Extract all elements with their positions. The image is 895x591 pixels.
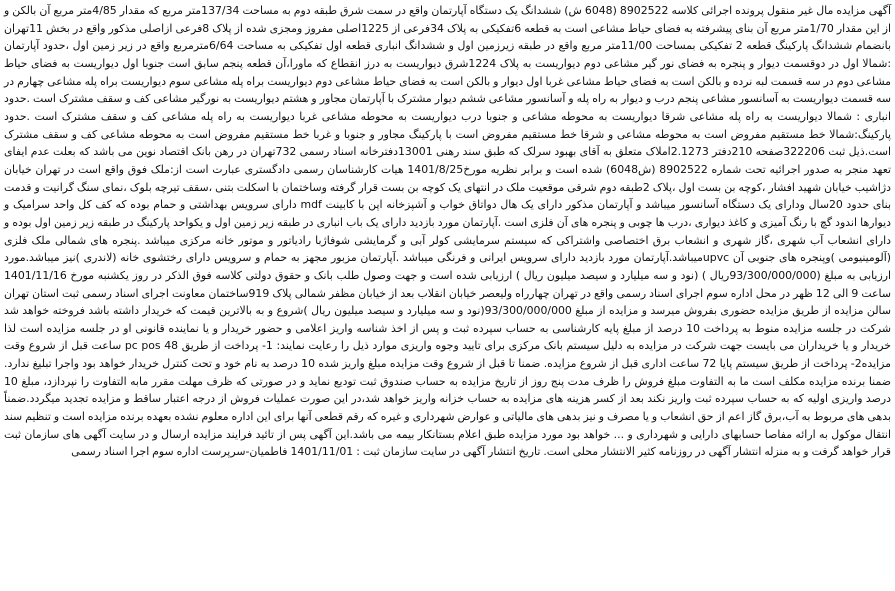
notice-body: آگهی مزایده مال غیر منقول پرونده اجرائی کلاسه 8902522 (6048 ش) ششدانگ یک دستگاه آپارتمان واقع در سمت شرق طبقه دوم به مساحت 137/34متر مربع که مقدار 4/85متر مربع آن بالکن و از این مقدار 1/70متر مربع آن بنای پیشرفته به فضای حیاط مشاعی است به قطعه 6تفکیکی به پلاک 34فرعی از 1225اصلی مفروز ومجزی شده از پلاک 8فرعی ازاصلی مذکور واقع در بخش 11تهران بانضمام ششدانگ پارکینگ قطعه 2 تفکیکی بمساحت 11/00متر مربع واقع در طبقه زیرزمین اول و ششدانگ انباری قطعه اول تفکیکی به مساحت 6/64مترمربع واقع در زیر زمین اول ،حدود آپارتمان :شمالا اول در دوقسمت دیوار و پنجره به فضای نور گیر مشاعی دوم دیواریست به پلاک 1224شرق دیواریست به درز انقطاع که ماورا،آن قطعه پنجم سابق است جنوبا اول دیواریست به فضای حیاط مشاعی دوم در سه قسمت لبه نرده و بالکن است به فضای حیاط مشاعی غربا اول دیوار و بالکن است به فضای حیاط مشاعی دوم دیواریست براه پله مشاعی سوم دیواریست براه پله مشاعی چهارم در سه قسمت دیواریست به آسانسور مشاعی پنجم درب و دیوار به راه پله و آسانسور مشاعی ششم دیوار مشترک با آپارتمان مجاور و هشتم دیواریست به نورگیر مشاعی کف و سقف مشترک است .حدود انباری : شمالا دیواریست به راه پله مشاعی شرقا دیواریست به محوطه مشاعی و جنوبا درب دیواریست به محوطه مشاعی غربا دیواریست به راه پله مشاعی کف و سقف مشترک است .حدود پارکینگ:شمالا خط مستقیم مفروض است به محوطه مشاعی و شرقا خط مستقیم مفروض است با پارکینگ مجاور و جنوبا و غربا خط مستقیم مفروض است به محوطه مشاعی کف و سقف مشترک است.ذیل ثبت 322206صفحه 210دفتر 2.1273املاک متعلق به آقای بهبود سرلک که طبق سند رهنی 13001دفترخانه اسناد رسمی 732تهران در رهن بانک اقتصاد نوین می باشد که بعلت عدم ایفای تعهد منجر به صدور اجرائیه تحت شماره 8902522 (ش6048) شده است و برابر نظریه مورخ1401/8/25 هیات کارشناسان رسمی دادگستری عبارت است از:ملک فوق واقع است در تهران خیابان دژاشیب خیابان شهید افشار ،کوچه بن بست اول ،پلاک 2طبقه دوم شرقی موقعیت ملک در انتهای یک کوچه بن بست قرار گرفته وساختمان با اسکلت بتنی ،سقف تیرچه بلوک ،نمای سنگ گرانیت و قدمت بنای حدود 20سال ودارای یک دستگاه آسانسور میباشد و آپارتمان مذکور دارای یک هال دواتاق خواب و آشپزخانه اپن با کابینت mdf دارای سرویس بهداشتی و حمام بوده که کف کل واحد سرامیک و دیوارها اندود گچ با رنگ آمیزی و کاغذ دیواری ،درب ها چوبی و پنجره های آن فلزی است .آپارتمان مورد بازدید دارای یک باب انباری در طبقه زیر زمین اول و یکواحد پارکینگ در طبقه زیر زمین اول بوده و دارای انشعاب آب شهری ،گاز شهری و انشعاب برق اختصاصی واشتراکی که سیستم سرمایشی کولر آبی و گرمایشی شوفاژبا رادیاتور و موتور خانه مرکزی میباشد .پنجره های شمالی ملک فلزی (آلومینیومی )وپنجره های جنوبی آن upvcمیباشد.آپارتمان مورد بازدید دارای سرویس ایرانی و فرنگی میباشد .آپارتمان مزبور مجهز به حمام و سرویس دارای رختشوی خانه (لاندری )نیز میباشد.مورد ارزیابی به مبلغ (93/300/000/000ریال ) (نود و سه میلیارد و سیصد میلیون ریال ) ارزیابی شده است و جهت وصول طلب بانک و حقوق دولتی کلاسه فوق الذکر در روز یکشنبه مورخ 1401/11/16 ساعت 9 الی 12 ظهر در محل اداره سوم اجرای اسناد رسمی واقع در تهران چهارراه ولیعصر خیابان انقلاب بعد از خیابان مظفر شمالی پلاک 919ساختمان معاونت اجرای اسناد رسمی ثبت استان تهران سالن مزایده از طریق مزایده حضوری بفروش میرسد و مزایده از مبلغ 93/300/000/000(نود و سه میلیارد و سیصد میلیون ریال )شروع و به بالاترین قیمت که خریدار داشته باشد فروخته خواهد شد شرکت در جلسه مزایده منوط به پرداخت 10 درصد از مبلغ پایه کارشناسی به حساب سپرده ثبت و پس از اخذ شناسه واریز اعلامی و حضور خریدار و یا نماینده قانونی او در جلسه مزایده است لذا خریدار و یا خریداران می بایست جهت شرکت در مزایده به دلیل سیستم بانک مرکزی برای تایید وجوه واریزی موارد ذیل را رعایت نمایند: 1- پرداخت از طریق pc pos 48 ساعت قبل از شروع وقت مزایده2- پرداخت از طریق سیستم پایا 72 ساعت اداری قبل از شروع مزایده. ضمنا تا قبل از شروع وقت مزایده مبلغ واریز شده 10 درصد به نام خود و تحت کنترل خریدار خواهد بود واجرا تبلیغ ندارد. ضمنا برنده مزایده مکلف است ما به التفاوت مبلغ فروش را ظرف مدت پنج روز از تاریخ مزایده به حساب صندوق ثبت تودیع نماید و در صورتی که ظرف مهلت مقرر مابه التفاوت را نپردازد، مبلغ 10 درصد واریزی اولیه که به حساب سپرده ثبت واریز نکند بعد از کسر هزینه های مزایده به حساب خزانه واریز خواهد شد،در این صورت عملیات فروش از درجه اعتبار ساقط و مزایده تجدید میگردد.ضمناً بدهی های مربوط به آب،برق گاز اعم از حق انشعاب و یا مصرف و نیز بدهی های مالیاتی و عوارض شهرداری و غیره که رقم قطعی آنها برای این اداره معلوم نشده بعهده برنده مزایده است و تنظیم سند انتقال موکول به ارائه مفاصا حسابهای دارایی و شهرداری و ... خواهد بود مورد مزایده طبق اعلام بستانکار بیمه می باشد.این آگهی پس از تائید فرایند مزایده ارسال و در سایت آگهی های سازمان ثبت قرار خواهد گرفت و به منزله انتشار آگهی در روزنامه کثیر الانتشار محلی است. تاریخ انتشار آگهی در سایت سازمان ثبت : 1401/11/01 فاطمیان-سرپرست اداره سوم اجرا اسناد رسمی bbox=[4, 4, 892, 459]
